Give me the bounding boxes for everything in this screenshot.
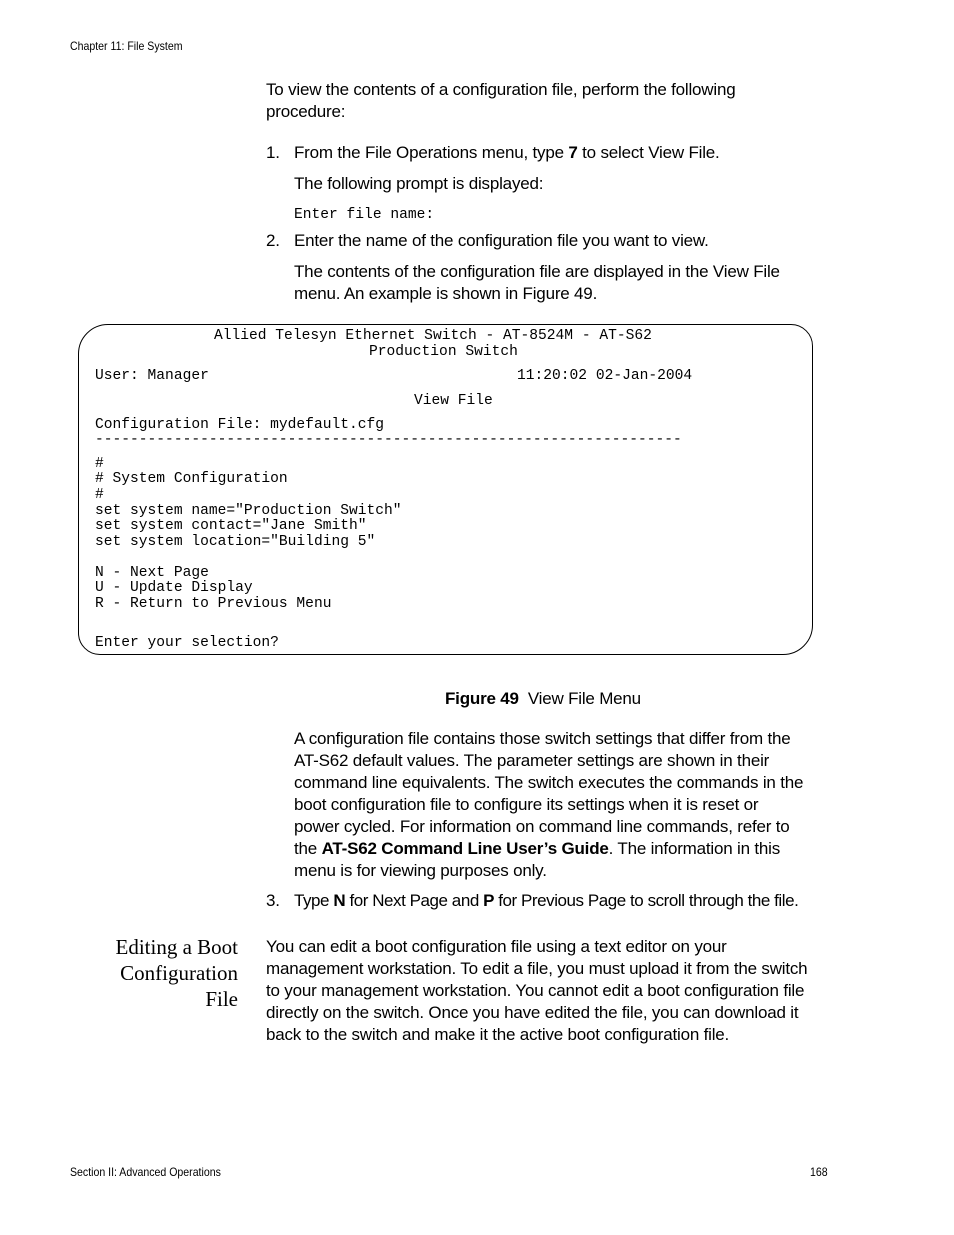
step-1-prompt-label: The following prompt is displayed: bbox=[294, 174, 544, 193]
step-3-key-p: P bbox=[483, 891, 494, 910]
figure-label: Figure 49 bbox=[445, 689, 519, 708]
step-3-pre: Type bbox=[294, 891, 334, 910]
terminal-prompt[interactable]: Enter your selection? bbox=[95, 635, 279, 651]
section-heading bbox=[60, 934, 238, 1012]
explain-paragraph bbox=[294, 728, 806, 882]
step-2-result: The contents of the configuration file are displayed in the View File menu. An example is shown in Figure 49. bbox=[294, 262, 780, 303]
guide-reference: AT-S62 Command Line User’s Guide bbox=[321, 839, 609, 858]
terminal-line: # System Configuration bbox=[95, 471, 288, 487]
section-heading-line: File bbox=[205, 987, 238, 1011]
terminal-menu-title: View File bbox=[414, 393, 493, 409]
step-3-number: 3. bbox=[266, 891, 280, 910]
step-2-number: 2. bbox=[266, 231, 280, 250]
terminal-title-line-2: Production Switch bbox=[369, 344, 518, 360]
terminal-line: set system contact="Jane Smith" bbox=[95, 518, 367, 534]
step-1-number: 1. bbox=[266, 143, 280, 162]
step-3-text bbox=[294, 890, 854, 912]
running-header: Chapter 11: File System bbox=[70, 39, 183, 53]
step-3-key-n: N bbox=[333, 891, 346, 910]
step-1-key: 7 bbox=[568, 143, 578, 162]
terminal-datetime: 11:20:02 02-Jan-2004 bbox=[517, 368, 693, 384]
terminal-divider: ------------------------------------------------------------------- bbox=[95, 432, 682, 448]
intro-paragraph: To view the contents of a configuration file, perform the following procedure: bbox=[266, 80, 736, 121]
terminal-title-line-1: Allied Telesyn Ethernet Switch - AT-8524M - AT-S62 bbox=[214, 328, 652, 344]
terminal-config-file: Configuration File: mydefault.cfg bbox=[95, 417, 385, 433]
explain-pre: A configuration file contains those switch settings that differ from the AT-S62 default values. The parameter settings are shown in their command line equivalents. The switch executes the commands in the boot configuration file to configure its settings when it is reset or power cycled. For information on command line commands, refer to the bbox=[294, 729, 804, 858]
step-2-text: Enter the name of the configuration file you want to view. bbox=[294, 231, 709, 250]
step-1-text bbox=[294, 142, 834, 164]
terminal-line: set system location="Building 5" bbox=[95, 534, 376, 550]
terminal-line: # bbox=[95, 456, 104, 472]
terminal-user: User: Manager bbox=[95, 368, 209, 384]
terminal-option-update-display[interactable]: U - Update Display bbox=[95, 580, 253, 596]
section-heading-line: Editing a Boot bbox=[115, 935, 238, 959]
step-1-prompt: Enter file name: bbox=[294, 207, 435, 223]
terminal-line: set system name="Production Switch" bbox=[95, 503, 402, 519]
step-1-post: to select View File. bbox=[577, 143, 720, 162]
terminal-line: # bbox=[95, 487, 104, 503]
page-number: 168 bbox=[810, 1165, 828, 1179]
explain-post: . The information in this menu is for viewing purposes only. bbox=[294, 839, 781, 880]
step-1-pre: From the File Operations menu, type bbox=[294, 143, 569, 162]
step-3-post: for Previous Page to scroll through the file. bbox=[494, 891, 799, 910]
terminal-option-next-page[interactable]: N - Next Page bbox=[95, 565, 209, 581]
figure-title: View File Menu bbox=[527, 689, 641, 708]
section-heading-line: Configuration bbox=[120, 961, 238, 985]
figure-caption bbox=[445, 688, 641, 710]
terminal-option-return[interactable]: R - Return to Previous Menu bbox=[95, 596, 332, 612]
footer-section: Section II: Advanced Operations bbox=[70, 1165, 221, 1179]
section-paragraph: You can edit a boot configuration file using a text editor on your management workstation. To edit a file, you must upload it from the switch to your management workstation. You cannot edit a boot configuration file directly on the switch. Once you have edited the file, you can download it back to the switch and make it the active boot configuration file. bbox=[266, 937, 808, 1044]
step-3-mid: for Next Page and bbox=[345, 891, 484, 910]
